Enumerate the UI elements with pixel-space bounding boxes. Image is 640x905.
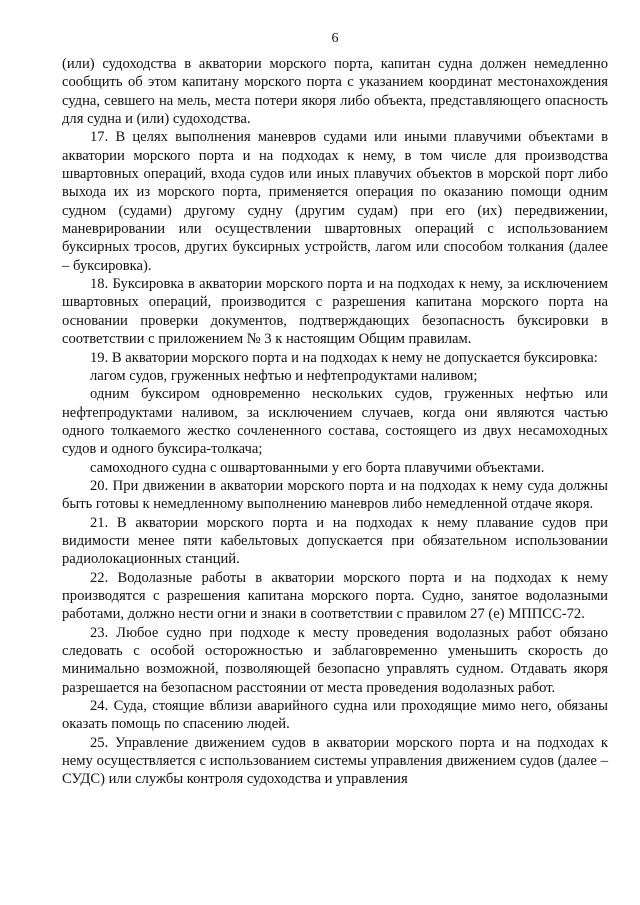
paragraph-19-item-2: одним буксиром одновременно нескольких судов, груженных нефтью или нефтепродуктами наливом, за исключением случаев, когда они являются частью одного толкаемого жестко сочлененного состава, состоящего из двух несамоходных судов и одного буксира-толкача;	[62, 386, 608, 458]
paragraph-continuation: (или) судоходства в акватории морского порта, капитан судна должен немедленно сообщить об этом капитану морского порта с указанием координат местонахождения судна, севшего на мель, места потери якоря либо объекта, представляющего опасность для судна и (или) судоходства.	[62, 56, 608, 128]
paragraph-17: 17. В целях выполнения маневров судами или иными плавучими объектами в акватории морского порта и на подходах к нему, в том числе для производства швартовных операций, входа судов или иных плавучих объектов в морской порт либо выхода их из морского порта, применяется операция по оказанию помощи одним судном (судами) другому судну (другим судам) при его (их) передвижении, маневрировании или осуществлении швартовных операций с использованием буксирных тросов, других буксирных устройств, лагом или способом толкания (далее – буксировка).	[62, 129, 608, 274]
paragraph-19: 19. В акватории морского порта и на подходах к нему не допускается буксировка:	[90, 349, 598, 366]
paragraph-25: 25. Управление движением судов в акватории морского порта и на подходах к нему осуществляется с использованием системы управления движением судов (далее – СУДС) или службы контроля судоходства и управления	[62, 734, 608, 788]
paragraph-20: 20. При движении в акватории морского порта и на подходах к нему суда должны быть готовы к немедленному выполнению маневров либо немедленной отдаче якоря.	[62, 477, 608, 513]
paragraph-21: 21. В акватории морского порта и на подходах к нему плавание судов при видимости менее пяти кабельтовых допускается при обязательном использовании радиолокационных станций.	[62, 514, 608, 568]
paragraph-19-item-3: самоходного судна с ошвартованными у его борта плавучими объектами.	[90, 459, 545, 476]
paragraph-18: 18. Буксировка в акватории морского порта и на подходах к нему, за исключением швартовных операций, производится с разрешения капитана морского порта на основании проверки документов, подтверждающих безопасность буксировки в соответствии с приложением № 3 к настоящим Общим правилам.	[62, 276, 608, 348]
page-number: 6	[331, 31, 339, 46]
paragraph-24: 24. Суда, стоящие вблизи аварийного судна или проходящие мимо него, обязаны оказать помощь по спасению людей.	[62, 698, 608, 733]
paragraph-19-item-1: лагом судов, груженных нефтью и нефтепродуктами наливом;	[90, 367, 478, 384]
paragraph-23: 23. Любое судно при подходе к месту проведения водолазных работ обязано следовать с особой осторожностью и заблаговременно уменьшить скорость до минимально возможной, позволяющей безопасно управлять судном. Отдавать якоря разрешается на безопасном расстоянии от места проведения водолазных работ.	[62, 624, 608, 696]
paragraph-22: 22. Водолазные работы в акватории морского порта и на подходах к нему производятся с разрешения капитана морского порта. Судно, занятое водолазными работами, должно нести огни и знаки в соответствии с правилом 27 (е) МППСС-72.	[62, 569, 608, 623]
